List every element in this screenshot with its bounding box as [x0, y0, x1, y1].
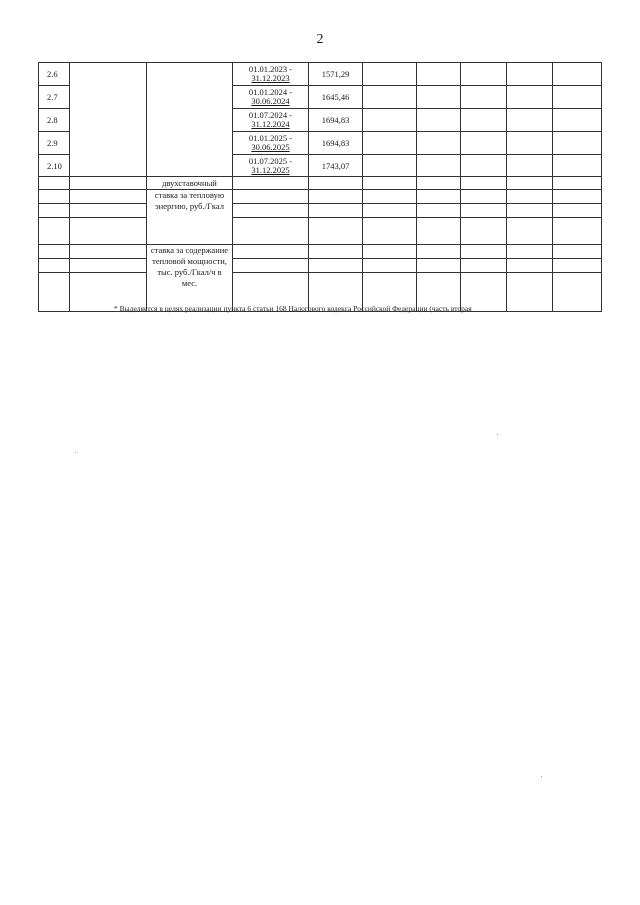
empty-cell	[233, 218, 309, 245]
empty-cell	[417, 63, 461, 86]
empty-cell	[233, 245, 309, 259]
empty-cell	[553, 218, 602, 245]
empty-cell	[39, 259, 70, 273]
empty-cell	[233, 177, 309, 190]
table-row	[39, 177, 602, 190]
empty-cell	[363, 259, 417, 273]
empty-cell	[553, 190, 602, 204]
empty-cell	[39, 273, 70, 312]
tariff-table	[38, 62, 602, 312]
tariff-value: 1694,83	[309, 109, 363, 132]
empty-cell	[461, 177, 507, 190]
period-from: 01.01.2023 -	[248, 64, 293, 74]
empty-cell	[507, 204, 553, 218]
row-number: 2.7	[39, 86, 70, 109]
page-number: 2	[316, 32, 324, 47]
row-number: 2.6	[39, 63, 70, 86]
empty-cell	[507, 109, 553, 132]
empty-cell	[70, 259, 147, 273]
period-to: 30.06.2024	[251, 96, 290, 106]
period-from: 01.01.2025 -	[248, 133, 293, 143]
row-number: 2.8	[39, 109, 70, 132]
period-cell	[233, 63, 309, 86]
empty-cell	[461, 109, 507, 132]
empty-cell	[70, 218, 147, 245]
empty-cell	[507, 190, 553, 204]
empty-cell	[461, 63, 507, 86]
empty-cell	[553, 63, 602, 86]
period-from: 01.07.2025 -	[248, 155, 293, 166]
empty-cell	[39, 218, 70, 245]
empty-cell	[461, 218, 507, 245]
empty-cell	[417, 259, 461, 273]
period-cell	[233, 155, 309, 177]
energy-rate-label: ставка за тепловую энергию, руб./Гкал	[147, 190, 233, 245]
empty-cell	[417, 218, 461, 245]
footnote: * Выделяется в целях реализации пункта 6 статьи 168 Налогового кодекса Российской Федерации (часть вторая	[114, 304, 472, 313]
empty-cell	[553, 109, 602, 132]
empty-cell	[417, 190, 461, 204]
empty-cell	[417, 132, 461, 155]
empty-cell	[507, 132, 553, 155]
period-from: 01.07.2024 -	[248, 110, 293, 120]
empty-cell	[39, 245, 70, 259]
empty-cell	[553, 204, 602, 218]
empty-cell	[363, 63, 417, 86]
tariff-value: 1645,46	[309, 86, 363, 109]
tariff-value: 1694,83	[309, 132, 363, 155]
empty-cell	[363, 109, 417, 132]
empty-cell	[417, 177, 461, 190]
empty-cell	[553, 132, 602, 155]
period-to: 30.06.2025	[251, 142, 290, 152]
empty-cell	[553, 155, 602, 177]
empty-cell	[70, 63, 147, 177]
empty-cell	[309, 245, 363, 259]
empty-cell	[461, 155, 507, 177]
table-row	[39, 218, 602, 245]
empty-cell	[70, 190, 147, 204]
capacity-rate-label: ставка за содержание тепловой мощности, тыс. руб./Гкал/ч в мес.	[147, 245, 233, 312]
empty-cell	[553, 259, 602, 273]
period-cell	[233, 132, 309, 155]
period-from: 01.01.2024 -	[248, 87, 293, 97]
empty-cell	[363, 190, 417, 204]
empty-cell	[417, 155, 461, 177]
empty-cell	[553, 177, 602, 190]
empty-cell	[70, 245, 147, 259]
empty-cell	[39, 190, 70, 204]
period-to: 31.12.2024	[251, 119, 290, 129]
empty-cell	[39, 177, 70, 190]
empty-cell	[461, 204, 507, 218]
empty-cell	[363, 155, 417, 177]
empty-cell	[309, 190, 363, 204]
table-row	[39, 245, 602, 259]
empty-cell	[309, 259, 363, 273]
scan-speck	[75, 452, 76, 453]
empty-cell	[507, 245, 553, 259]
empty-cell	[70, 204, 147, 218]
empty-cell	[309, 204, 363, 218]
empty-cell	[461, 245, 507, 259]
empty-cell	[233, 204, 309, 218]
empty-cell	[363, 204, 417, 218]
scan-speck	[541, 776, 542, 777]
empty-cell	[553, 245, 602, 259]
empty-cell	[507, 177, 553, 190]
empty-cell	[147, 63, 233, 177]
empty-cell	[461, 190, 507, 204]
empty-cell	[70, 177, 147, 190]
empty-cell	[363, 245, 417, 259]
scan-speck	[497, 434, 498, 435]
empty-cell	[363, 132, 417, 155]
empty-cell	[553, 273, 602, 312]
period-to: 31.12.2025	[251, 164, 290, 175]
empty-cell	[461, 132, 507, 155]
empty-cell	[233, 259, 309, 273]
row-number: 2.10	[39, 155, 70, 177]
empty-cell	[309, 177, 363, 190]
empty-cell	[507, 155, 553, 177]
empty-cell	[461, 86, 507, 109]
empty-cell	[417, 204, 461, 218]
empty-cell	[363, 86, 417, 109]
empty-cell	[363, 177, 417, 190]
empty-cell	[507, 259, 553, 273]
empty-cell	[39, 204, 70, 218]
period-cell	[233, 109, 309, 132]
table-row	[39, 63, 602, 86]
table-row	[39, 259, 602, 273]
empty-cell	[233, 190, 309, 204]
tariff-value: 1743,07	[309, 155, 363, 177]
tariff-value: 1571,29	[309, 63, 363, 86]
table-row	[39, 204, 602, 218]
empty-cell	[309, 218, 363, 245]
two-part-label: двухставочный	[147, 177, 233, 190]
empty-cell	[363, 218, 417, 245]
empty-cell	[417, 245, 461, 259]
empty-cell	[507, 63, 553, 86]
empty-cell	[553, 86, 602, 109]
table-row	[39, 190, 602, 204]
empty-cell	[417, 109, 461, 132]
empty-cell	[507, 86, 553, 109]
row-number: 2.9	[39, 132, 70, 155]
period-cell	[233, 86, 309, 109]
empty-cell	[417, 86, 461, 109]
period-to: 31.12.2023	[251, 73, 290, 83]
empty-cell	[507, 218, 553, 245]
empty-cell	[461, 259, 507, 273]
